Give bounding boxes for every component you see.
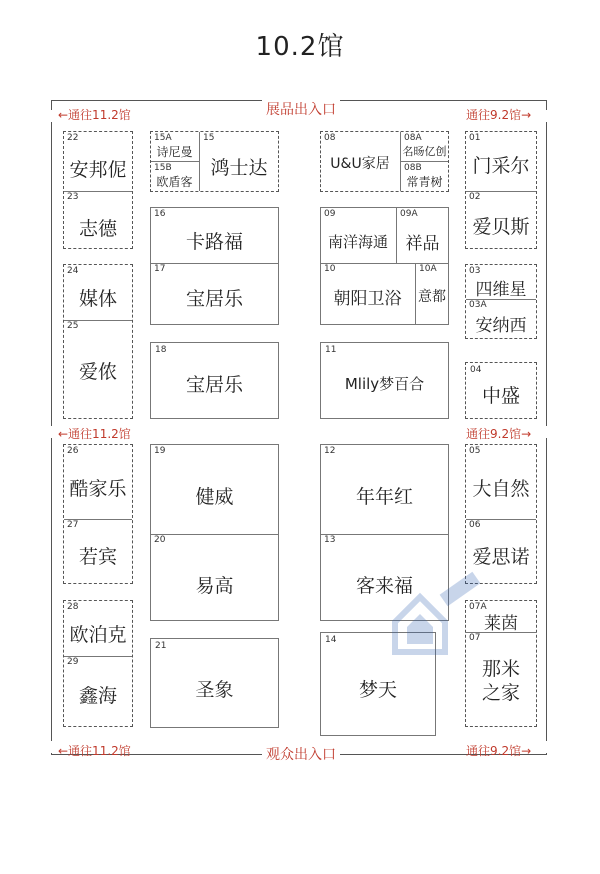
watermark-house-icon [385, 552, 495, 662]
booth-20-name: 易高 [195, 575, 234, 597]
watermark-logo [385, 552, 495, 662]
booth-14-name: 梦天 [358, 679, 397, 701]
passage-to-hall-11-2-middle: ←通往11.2馆 [58, 427, 131, 441]
booth-15b[interactable]: 15B 欧盾客 [150, 161, 199, 192]
booth-08b-name: 常青树 [406, 175, 443, 189]
booth-17[interactable]: 17 宝居乐 [150, 262, 279, 325]
booth-16-name: 卡路福 [185, 231, 243, 253]
booth-19-name: 健威 [195, 486, 234, 508]
booth-01-name: 门采尔 [472, 155, 530, 177]
booth-05[interactable]: 05 大自然 [465, 444, 537, 519]
booth-07[interactable]: 07 那米之家 [465, 631, 537, 727]
exhibit-entrance-label: 展品出入口 [262, 99, 340, 119]
booth-17-name: 宝居乐 [185, 288, 243, 310]
booth-10-name: 朝阳卫浴 [333, 289, 402, 309]
booth-04-name: 中盛 [481, 385, 520, 407]
booth-18-name: 宝居乐 [185, 374, 243, 396]
booth-08[interactable]: 08 U&U家居 [320, 131, 400, 192]
booth-15-name: 鸿士达 [210, 157, 268, 179]
booth-13[interactable]: 13 客来福 [320, 533, 449, 621]
booth-13-name: 客来福 [355, 575, 413, 597]
booth-12-name: 年年红 [355, 486, 413, 508]
booth-03a-name: 安纳西 [475, 316, 527, 336]
booth-22-name: 安邦伲 [69, 159, 127, 181]
booth-06-name: 爱思诺 [472, 546, 530, 568]
passage-to-hall-11-2-bottom: ←通往11.2馆 [58, 744, 131, 758]
booth-23-name: 志德 [78, 218, 117, 240]
booth-27[interactable]: 27 若宾 [63, 518, 133, 584]
booth-28-name: 欧泊克 [69, 624, 127, 646]
booth-18[interactable]: 18 宝居乐 [150, 342, 279, 419]
booth-24-name: 媒体 [78, 288, 117, 310]
booth-09a[interactable]: 09A 祥品 [396, 207, 449, 263]
booth-15[interactable]: 15 鸿士达 [199, 131, 279, 192]
booth-03[interactable]: 03 四维星 [465, 264, 537, 299]
booth-01[interactable]: 01 门采尔 [465, 131, 537, 191]
booth-23[interactable]: 23 志德 [63, 190, 133, 250]
passage-to-hall-9-2-top: 通往9.2馆→ [466, 108, 532, 122]
booth-15b-name: 欧盾客 [156, 175, 193, 189]
booth-15a[interactable]: 15A 诗尼曼 [150, 131, 199, 161]
booth-29[interactable]: 29 鑫海 [63, 655, 133, 727]
booth-19[interactable]: 19 健威 [150, 444, 279, 534]
passage-to-hall-11-2-top: ←通往11.2馆 [58, 108, 131, 122]
booth-03-name: 四维星 [475, 280, 527, 300]
booth-03a[interactable]: 03A 安纳西 [465, 298, 537, 339]
booth-09-name: 南洋海通 [327, 233, 388, 251]
booth-26-name: 酷家乐 [69, 478, 127, 500]
passage-to-hall-9-2-middle: 通往9.2馆→ [466, 427, 532, 441]
booth-20[interactable]: 20 易高 [150, 533, 279, 621]
booth-10[interactable]: 10 朝阳卫浴 [320, 262, 415, 325]
booth-14[interactable]: 14 梦天 [320, 632, 436, 736]
booth-08a[interactable]: 08A 名旸亿创 [400, 131, 449, 161]
booth-10a-name: 意都 [418, 289, 446, 305]
booth-10a[interactable]: 10A 意都 [415, 262, 449, 325]
booth-11[interactable]: 11 Mlily梦百合 [320, 342, 449, 419]
booth-27-name: 若宾 [78, 546, 117, 568]
booth-28[interactable]: 28 欧泊克 [63, 600, 133, 656]
booth-08a-name: 名旸亿创 [402, 145, 447, 158]
booth-02-name: 爱贝斯 [472, 216, 530, 238]
booth-11-name: Mlily梦百合 [344, 375, 425, 393]
booth-08b[interactable]: 08B 常青树 [400, 161, 449, 192]
booth-05-name: 大自然 [472, 478, 530, 500]
booth-07a-name: 莱茵 [484, 614, 518, 634]
booth-08-name: U&U家居 [330, 156, 390, 172]
booth-09[interactable]: 09 南洋海通 [320, 207, 396, 263]
booth-07a[interactable]: 07A 莱茵 [465, 600, 537, 632]
booth-25[interactable]: 25 爱侬 [63, 319, 133, 419]
booth-24[interactable]: 24 媒体 [63, 264, 133, 320]
booth-04[interactable]: 04 中盛 [465, 362, 537, 419]
booth-29-name: 鑫海 [78, 685, 117, 707]
booth-16[interactable]: 16 卡路福 [150, 207, 279, 263]
booth-22[interactable]: 22 安邦伲 [63, 131, 133, 191]
booth-15a-name: 诗尼曼 [156, 145, 193, 159]
visitor-entrance-label: 观众出入口 [262, 744, 340, 764]
booth-06[interactable]: 06 爱思诺 [465, 518, 537, 584]
booth-02[interactable]: 02 爱贝斯 [465, 190, 537, 250]
booth-09a-name: 祥品 [405, 234, 440, 254]
passage-to-hall-9-2-bottom: 通往9.2馆→ [466, 744, 532, 758]
booth-26[interactable]: 26 酷家乐 [63, 444, 133, 519]
map-title: 10.2馆 [255, 32, 345, 62]
booth-21-name: 圣象 [195, 679, 234, 701]
booth-21[interactable]: 21 圣象 [150, 638, 279, 728]
booth-07-name: 那米之家 [481, 658, 520, 704]
booth-25-name: 爱侬 [78, 361, 117, 383]
booth-12[interactable]: 12 年年红 [320, 444, 449, 534]
